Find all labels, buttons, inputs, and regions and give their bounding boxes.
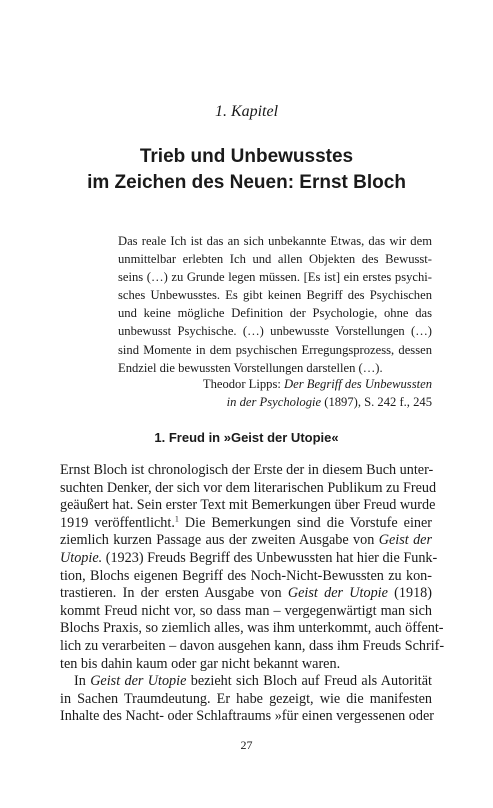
chapter-title-line: im Zeichen des Neuen: Ernst Bloch: [87, 172, 406, 193]
section-heading: 1. Freud in »Geist der Utopie«: [154, 430, 339, 445]
body-line: Blochs Praxis, so ziemlich alles, was ihm unterkommt, auch öffent-: [60, 620, 444, 637]
epigraph-line: seins (…) zu Grunde legen müssen. [Es ist] ein erstes psychi-: [118, 270, 432, 285]
body-line: Ernst Bloch ist chronologisch der Erste der in diesem Buch unter-: [60, 462, 434, 478]
body-line: [60, 549, 438, 568]
body-line: ten bis dahin kaum oder gar nicht bekannt waren.: [60, 655, 341, 672]
text-run: (1923) Freuds Begriff des Unbewussten hat hier die Funk-: [102, 549, 438, 566]
body-line: kommt Freud nicht vor, so dass man – vergegenwärtigt man sich: [60, 602, 432, 619]
chapter-title: [0, 144, 493, 196]
epigraph-line: Das reale Ich ist das an sich unbekannte Etwas, das wir dem: [118, 234, 432, 248]
epigraph-line: und keine mögliche Definition der Psychologie, ohne das: [118, 306, 432, 321]
footnote-marker[interactable]: 1: [174, 514, 179, 524]
attribution-line: [132, 375, 432, 393]
attribution-details: (1897), S. 242 f., 245: [321, 395, 432, 410]
work-title: Geist der Utopie: [287, 585, 388, 602]
attribution-line: [132, 393, 432, 411]
text-run: trastieren. In der ersten Ausgabe von: [60, 585, 288, 602]
epigraph-attribution: [132, 375, 432, 411]
epigraph-line: sches Unbewusstes. Es gibt keinen Begriff des Psychischen: [118, 288, 432, 303]
body-text: [60, 462, 445, 726]
body-line: suchten Denker, der sich vor dem literarischen Publikum zu Freud: [60, 479, 437, 496]
body-line: [60, 585, 432, 603]
attribution-author: Theodor Lipps:: [202, 377, 285, 391]
text-run: 1919 veröffentlicht.: [60, 514, 175, 531]
text-run: In: [74, 673, 91, 690]
work-title: Geist der Utopie: [90, 673, 187, 690]
text-run: (1918): [387, 585, 432, 602]
text-run: Die Bemerkungen sind die Vorstufe einer: [178, 514, 433, 531]
text-run: ziemlich kurzen Passage aus der zweiten Ausgabe von: [60, 532, 379, 549]
epigraph-line: unmittelbar erlebten Ich und allen Objekten des Bewusst-: [118, 252, 432, 267]
work-title: Utopie.: [60, 549, 103, 566]
body-line: [60, 532, 432, 550]
body-line: tion, Blochs eigenen Begriff des Noch-Nicht-Bewussten zu kon-: [60, 567, 432, 584]
attribution-work-title: Der Begriff des Unbewussten: [284, 377, 432, 391]
attribution-work-title: in der Psychologie: [226, 395, 322, 410]
body-line: [60, 673, 432, 691]
body-line: in Sachen Traumdeutung. Er habe gezeigt, wie die manifesten: [60, 690, 432, 707]
work-title: Geist der: [378, 532, 432, 549]
epigraph-quote: [118, 232, 432, 377]
epigraph-line: Endziel die bewussten Vorstellungen darstellen (…).: [118, 360, 383, 375]
body-line: geäußert hat. Sein erster Text mit Bemerkungen über Freud wurde: [60, 497, 436, 514]
chapter-label: 1. Kapitel: [214, 103, 279, 120]
body-line: [60, 515, 432, 533]
epigraph-line: sind Momente in dem psychischen Erregungsprozess, dessen: [118, 342, 432, 357]
body-line: Inhalte des Nacht- oder Schlaftraums »für einen vergessenen oder: [60, 708, 434, 725]
page-number: 27: [240, 738, 253, 752]
body-line: lich zu verarbeiten – davon ausgehen kann, dass ihm Freuds Schrif-: [60, 637, 445, 654]
text-run: bezieht sich Bloch auf Freud als Autorität: [186, 673, 432, 690]
epigraph-line: unbewusst Psychische. (…) unbewusste Vorstellungen (…): [118, 324, 432, 339]
chapter-title-line: Trieb und Unbewusstes: [139, 146, 354, 167]
